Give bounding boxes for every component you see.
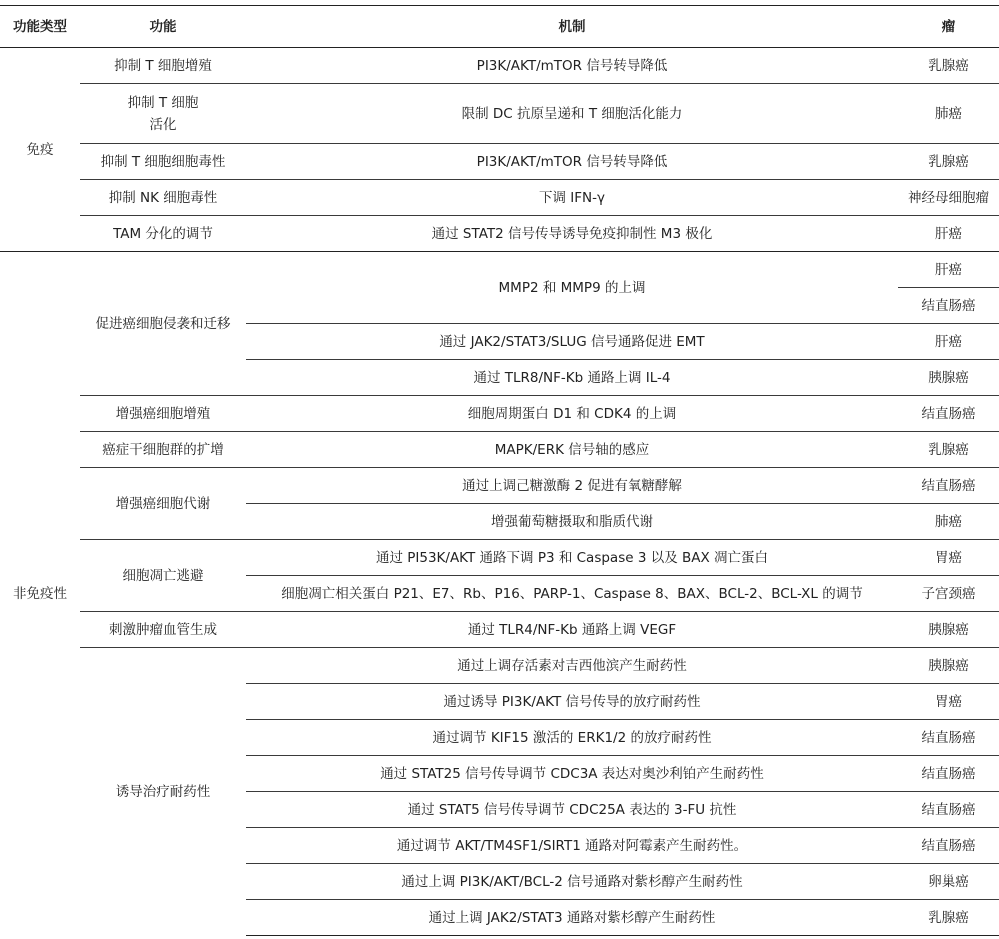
type-nonimmune: 非免疫性 — [0, 252, 80, 936]
table-row — [0, 84, 999, 144]
mechanism-cell: 通过上调存活素对吉西他滨产生耐药性 — [246, 648, 898, 684]
tumor-cell: 乳腺癌 — [898, 144, 999, 180]
mechanism-cell: MAPK/ERK 信号轴的感应 — [246, 432, 898, 468]
function-cell: 抑制 T 细胞细胞毒性 — [80, 144, 246, 180]
tumor-cell: 肝癌 — [898, 252, 999, 288]
table-row — [0, 48, 999, 84]
mechanism-cell: PI3K/AKT/mTOR 信号转导降低 — [246, 144, 898, 180]
mechanism-cell: 通过 PI53K/AKT 通路下调 P3 和 Caspase 3 以及 BAX 凋亡蛋白 — [246, 540, 898, 576]
tumor-cell: 结直肠癌 — [898, 828, 999, 864]
header-mechanism: 机制 — [246, 6, 898, 48]
table-row — [0, 396, 999, 432]
mechanism-table — [0, 5, 999, 936]
mechanism-cell: 细胞周期蛋白 D1 和 CDK4 的上调 — [246, 396, 898, 432]
tumor-cell: 胃癌 — [898, 540, 999, 576]
table-row — [0, 216, 999, 252]
mechanism-cell: PI3K/AKT/mTOR 信号转导降低 — [246, 48, 898, 84]
tumor-cell: 结直肠癌 — [898, 756, 999, 792]
tumor-cell: 结直肠癌 — [898, 720, 999, 756]
mechanism-cell: 通过调节 KIF15 激活的 ERK1/2 的放疗耐药性 — [246, 720, 898, 756]
function-cell: 抑制 T 细胞增殖 — [80, 48, 246, 84]
tumor-cell: 乳腺癌 — [898, 432, 999, 468]
tumor-cell: 肺癌 — [898, 84, 999, 144]
table-row — [0, 468, 999, 504]
function-cell: TAM 分化的调节 — [80, 216, 246, 252]
tumor-cell: 胃癌 — [898, 684, 999, 720]
table-row — [0, 648, 999, 684]
mechanism-cell: 通过 TLR4/NF-Kb 通路上调 VEGF — [246, 612, 898, 648]
tumor-cell: 结直肠癌 — [898, 792, 999, 828]
mechanism-cell: 通过 TLR8/NF-Kb 通路上调 IL-4 — [246, 360, 898, 396]
function-cell: 刺激肿瘤血管生成 — [80, 612, 246, 648]
header-type: 功能类型 — [0, 6, 80, 48]
function-cell: 癌症干细胞群的扩增 — [80, 432, 246, 468]
function-cell: 增强癌细胞代谢 — [80, 468, 246, 540]
tumor-cell: 胰腺癌 — [898, 360, 999, 396]
mechanism-cell: 细胞凋亡相关蛋白 P21、E7、Rb、P16、PARP-1、Caspase 8、BAX、BCL-2、BCL-XL 的调节 — [246, 576, 898, 612]
function-cell: 诱导治疗耐药性 — [80, 648, 246, 936]
function-cell — [80, 84, 246, 144]
tumor-cell: 胰腺癌 — [898, 612, 999, 648]
function-cell: 增强癌细胞增殖 — [80, 396, 246, 432]
table-row — [0, 252, 999, 288]
tumor-cell: 结直肠癌 — [898, 468, 999, 504]
mechanism-cell: 通过上调己糖激酶 2 促进有氧糖酵解 — [246, 468, 898, 504]
tumor-cell: 肝癌 — [898, 216, 999, 252]
function-line: 活化 — [149, 116, 177, 133]
tumor-cell: 结直肠癌 — [898, 396, 999, 432]
mechanism-cell: 通过诱导 PI3K/AKT 信号传导的放疗耐药性 — [246, 684, 898, 720]
mechanism-cell: 通过 STAT2 信号传导诱导免疫抑制性 M3 极化 — [246, 216, 898, 252]
tumor-cell: 乳腺癌 — [898, 900, 999, 936]
tumor-cell: 神经母细胞瘤 — [898, 180, 999, 216]
tumor-cell: 子宫颈癌 — [898, 576, 999, 612]
table-row — [0, 540, 999, 576]
header-function: 功能 — [80, 6, 246, 48]
tumor-cell: 肺癌 — [898, 504, 999, 540]
header-row — [0, 6, 999, 48]
table-row — [0, 144, 999, 180]
mechanism-cell: 通过 STAT5 信号传导调节 CDC25A 表达的 3-FU 抗性 — [246, 792, 898, 828]
function-line: 抑制 T 细胞 — [127, 94, 199, 111]
tumor-cell: 肝癌 — [898, 324, 999, 360]
tumor-cell: 结直肠癌 — [898, 288, 999, 324]
mechanism-cell: 通过 JAK2/STAT3/SLUG 信号通路促进 EMT — [246, 324, 898, 360]
table-row — [0, 612, 999, 648]
mechanism-cell: 增强葡萄糖摄取和脂质代谢 — [246, 504, 898, 540]
function-cell: 细胞凋亡逃避 — [80, 540, 246, 612]
function-cell: 抑制 NK 细胞毒性 — [80, 180, 246, 216]
header-tumor: 瘤 — [898, 6, 999, 48]
mechanism-cell: 通过上调 PI3K/AKT/BCL-2 信号通路对紫杉醇产生耐药性 — [246, 864, 898, 900]
table-row — [0, 180, 999, 216]
mechanism-cell: 下调 IFN-γ — [246, 180, 898, 216]
table-row — [0, 432, 999, 468]
tumor-cell: 卵巢癌 — [898, 864, 999, 900]
mechanism-cell: 通过调节 AKT/TM4SF1/SIRT1 通路对阿霉素产生耐药性。 — [246, 828, 898, 864]
mechanism-cell: MMP2 和 MMP9 的上调 — [246, 252, 898, 324]
mechanism-cell: 限制 DC 抗原呈递和 T 细胞活化能力 — [246, 84, 898, 144]
function-cell: 促进癌细胞侵袭和迁移 — [80, 252, 246, 396]
mechanism-cell: 通过 STAT25 信号传导调节 CDC3A 表达对奥沙利铂产生耐药性 — [246, 756, 898, 792]
tumor-cell: 乳腺癌 — [898, 48, 999, 84]
type-immune: 免疫 — [0, 48, 80, 252]
tumor-cell: 胰腺癌 — [898, 648, 999, 684]
mechanism-cell: 通过上调 JAK2/STAT3 通路对紫杉醇产生耐药性 — [246, 900, 898, 936]
